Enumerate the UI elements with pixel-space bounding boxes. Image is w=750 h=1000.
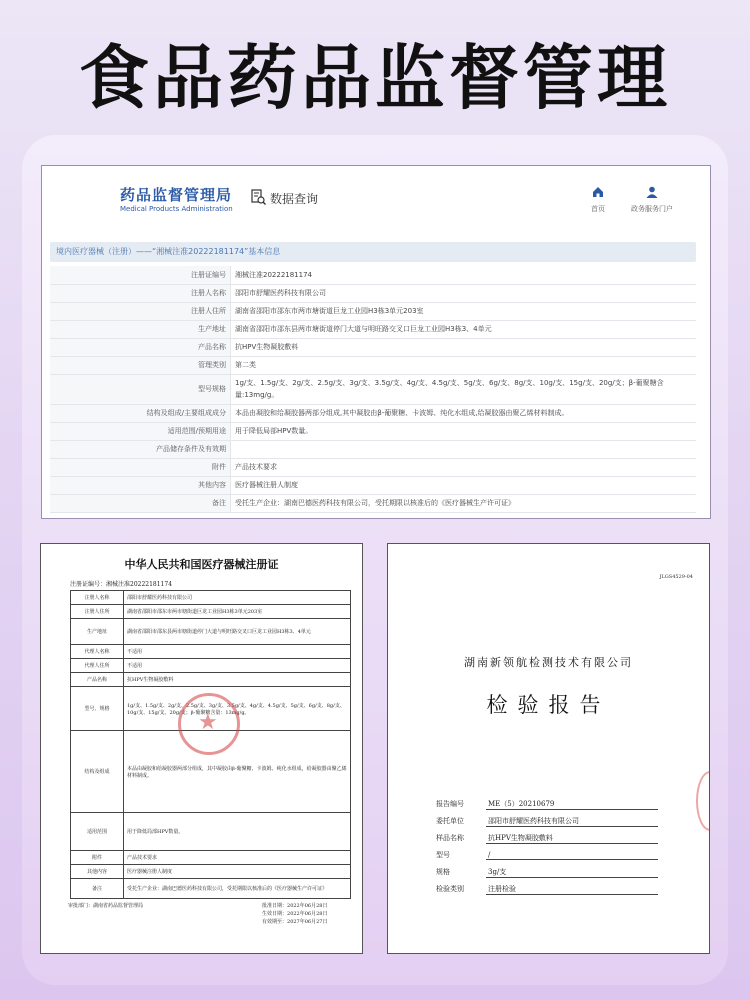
row-value: 湘械注准20222181174 [231,266,697,284]
table-row [50,440,696,458]
row-value: 本品由凝胶和给凝胶器两部分组成,其中凝胶由β-葡聚糖、卡波姆、纯化水组成,给凝胶器由聚乙烯材料制成。 [231,404,697,422]
partial-seal-mark [696,771,710,831]
site-logo-title: 药品监督管理局 [120,186,233,204]
row-value: 抗HPV生物凝胶敷料 [124,673,351,687]
row-value: 产品技术要求 [231,458,697,476]
table-row [50,266,696,284]
date-value: 2022年06月28日 [287,903,328,909]
row-label: 代理人名称 [71,645,124,659]
row-value: 医疗器械注册人制度 [231,476,697,494]
field-label: 检验类别 [436,885,464,893]
table-row [71,619,351,645]
table-row [71,865,351,879]
expiry-date [262,918,327,926]
table-row [50,374,696,404]
site-logo-subtitle: Medical Products Administration [120,205,233,213]
row-label: 附件 [71,851,124,865]
row-value: 1g/支、1.5g/支、2g/支、2.5g/支、3g/支、3.5g/支、4g/支、4.5g/支、5g/支、6g/支、8g/支、10g/支、15g/支、20g/支；β-葡聚糖含量:13mg/g。 [231,374,697,404]
row-label: 产品名称 [71,673,124,687]
row-label: 注册人住所 [71,605,124,619]
table-row [50,458,696,476]
certificate-number [70,579,172,588]
nav-portal[interactable] [622,186,682,214]
row-label: 管理类别 [50,356,231,374]
report-field [436,799,658,810]
field-label: 规格 [436,868,450,876]
site-header [42,166,710,232]
date-label: 有效期至： [262,919,288,925]
field-value: 邵阳市舒耀医药科技有限公司 [486,816,658,827]
certificate-title: 中华人民共和国医疗器械注册证 [124,558,279,571]
table-row [50,494,696,512]
row-value: 湖南省邵阳市邵东市两市塘街道巨龙工业园H3栋3单元203室 [124,605,351,619]
row-label: 产品名称 [50,338,231,356]
row-value: 产品技术要求 [124,851,351,865]
table-row [50,422,696,440]
certificate-number-label: 注册证编号： [70,581,107,588]
table-row [71,813,351,851]
row-label: 其他内容 [50,476,231,494]
row-label: 其他内容 [71,865,124,879]
date-label: 生效日期： [262,911,288,917]
row-value: 邵阳市舒耀医药科技有限公司 [124,591,351,605]
field-label: 报告编号 [436,800,464,808]
field-label: 样品名称 [436,834,464,842]
approval-date [262,902,327,910]
row-value: 湖南省邵阳市邵东县两市塘街道停门大道与明旺路交叉口巨龙工业园H3栋3、4单元 [124,619,351,645]
certificate-number-value: 湘械注准20222181174 [106,581,173,588]
report-field [436,850,658,860]
seal-star-icon: ★ [198,710,218,735]
date-value: 2022年06月28日 [287,911,328,917]
red-official-seal [178,693,240,755]
row-value: 受托生产企业：湖南巴德医药科技有限公司，受托期限以核准后的《医疗器械生产许可证》 [124,879,351,899]
row-label: 备注 [50,494,231,512]
date-label: 批准日期： [262,903,288,909]
inspection-report [387,543,710,954]
page-headline: 食品药品监督管理 [79,37,671,119]
row-value: 不适用 [124,645,351,659]
table-row [71,591,351,605]
row-value [231,440,697,458]
field-value: / [486,851,658,860]
table-row [50,404,696,422]
report-title: 检验报告 [486,693,611,717]
row-value: 本品由凝胶和给凝胶器两部分组成，其中凝胶由β-葡聚糖、卡波姆、纯化水组成，给凝胶器由聚乙烯材料制成。 [124,731,351,813]
row-label: 附件 [50,458,231,476]
row-label: 注册人住所 [50,302,231,320]
row-value: 1g/支、1.5g/支、2g/支、2.5g/支、3g/支、3.5g/支、4g/支、4.5g/支、5g/支、6g/支、8g/支、10g/支、15g/支、20g/支；β-葡聚糖含量：13mg/g。 [124,687,351,731]
nav-home[interactable] [568,186,628,214]
field-value: 抗HPV生物凝胶敷料 [486,833,658,844]
home-icon [592,186,604,198]
row-value: 医疗器械注册人制度 [124,865,351,879]
row-value: 湖南省邵阳市邵东县两市塘街道停门大道与明旺路交叉口巨龙工业园H3栋3、4单元 [231,320,697,338]
row-value: 抗HPV生物凝胶敷料 [231,338,697,356]
row-value: 受托生产企业：湖南巴德医药科技有限公司，受托期限以核准后的《医疗器械生产许可证》 [231,494,697,512]
certificate-issuer: 审批部门：湖南省药品监督管理局 [68,903,144,909]
field-label: 型号 [436,851,450,859]
row-label: 生产地址 [71,619,124,645]
row-value: 邵阳市舒耀医药科技有限公司 [231,284,697,302]
row-label: 注册人名称 [71,591,124,605]
certificate-dates [262,902,327,926]
row-label: 备注 [71,879,124,899]
field-value: ME（5）20210679 [486,799,658,810]
effective-date [262,910,327,918]
data-query-icon [250,189,266,205]
data-query-link[interactable]: 数据查询 [270,192,319,206]
row-label: 适用范围/预期用途 [50,422,231,440]
field-label: 委托单位 [436,817,464,825]
table-row [71,645,351,659]
report-field [436,884,658,895]
report-form-code: JLGS4529-04 [659,574,693,580]
row-value: 不适用 [124,659,351,673]
row-label: 型号、规格 [71,687,124,731]
registration-info-table [50,266,696,513]
row-label: 适用范围 [71,813,124,851]
row-label: 注册证编号 [50,266,231,284]
table-row [71,659,351,673]
report-field [436,867,658,878]
report-field [436,816,658,827]
row-value: 第二类 [231,356,697,374]
user-icon [646,186,658,198]
date-value: 2027年06月27日 [287,919,328,925]
table-row [50,338,696,356]
table-row [71,851,351,865]
breadcrumb: 境内医疗器械（注册）——“湘械注准20222181174”基本信息 [50,242,696,262]
table-row [50,320,696,338]
table-row [71,605,351,619]
row-label: 产品储存条件及有效期 [50,440,231,458]
report-company: 湖南新领航检测技术有限公司 [464,656,633,669]
nav-home-label: 首页 [591,205,605,213]
row-value: 湖南省邵阳市邵东市两市塘街道巨龙工业园H3栋3单元203室 [231,302,697,320]
table-row [50,476,696,494]
row-label: 结构及组成/主要组成成分 [50,404,231,422]
row-label: 型号规格 [50,374,231,404]
row-value: 用于降低局部HPV数量。 [231,422,697,440]
table-row [50,302,696,320]
table-row [71,673,351,687]
table-row [50,356,696,374]
nav-portal-label: 政务服务门户 [631,205,673,213]
field-value: 3g/支 [486,867,658,878]
row-label: 生产地址 [50,320,231,338]
row-label: 代理人住所 [71,659,124,673]
row-label: 注册人名称 [50,284,231,302]
table-row [71,879,351,899]
registry-webpage-screenshot [41,165,711,519]
row-label: 结构及组成 [71,731,124,813]
table-row [50,284,696,302]
field-value: 注册检验 [486,884,658,895]
report-field [436,833,658,844]
row-value: 用于降低局部HPV数量。 [124,813,351,851]
